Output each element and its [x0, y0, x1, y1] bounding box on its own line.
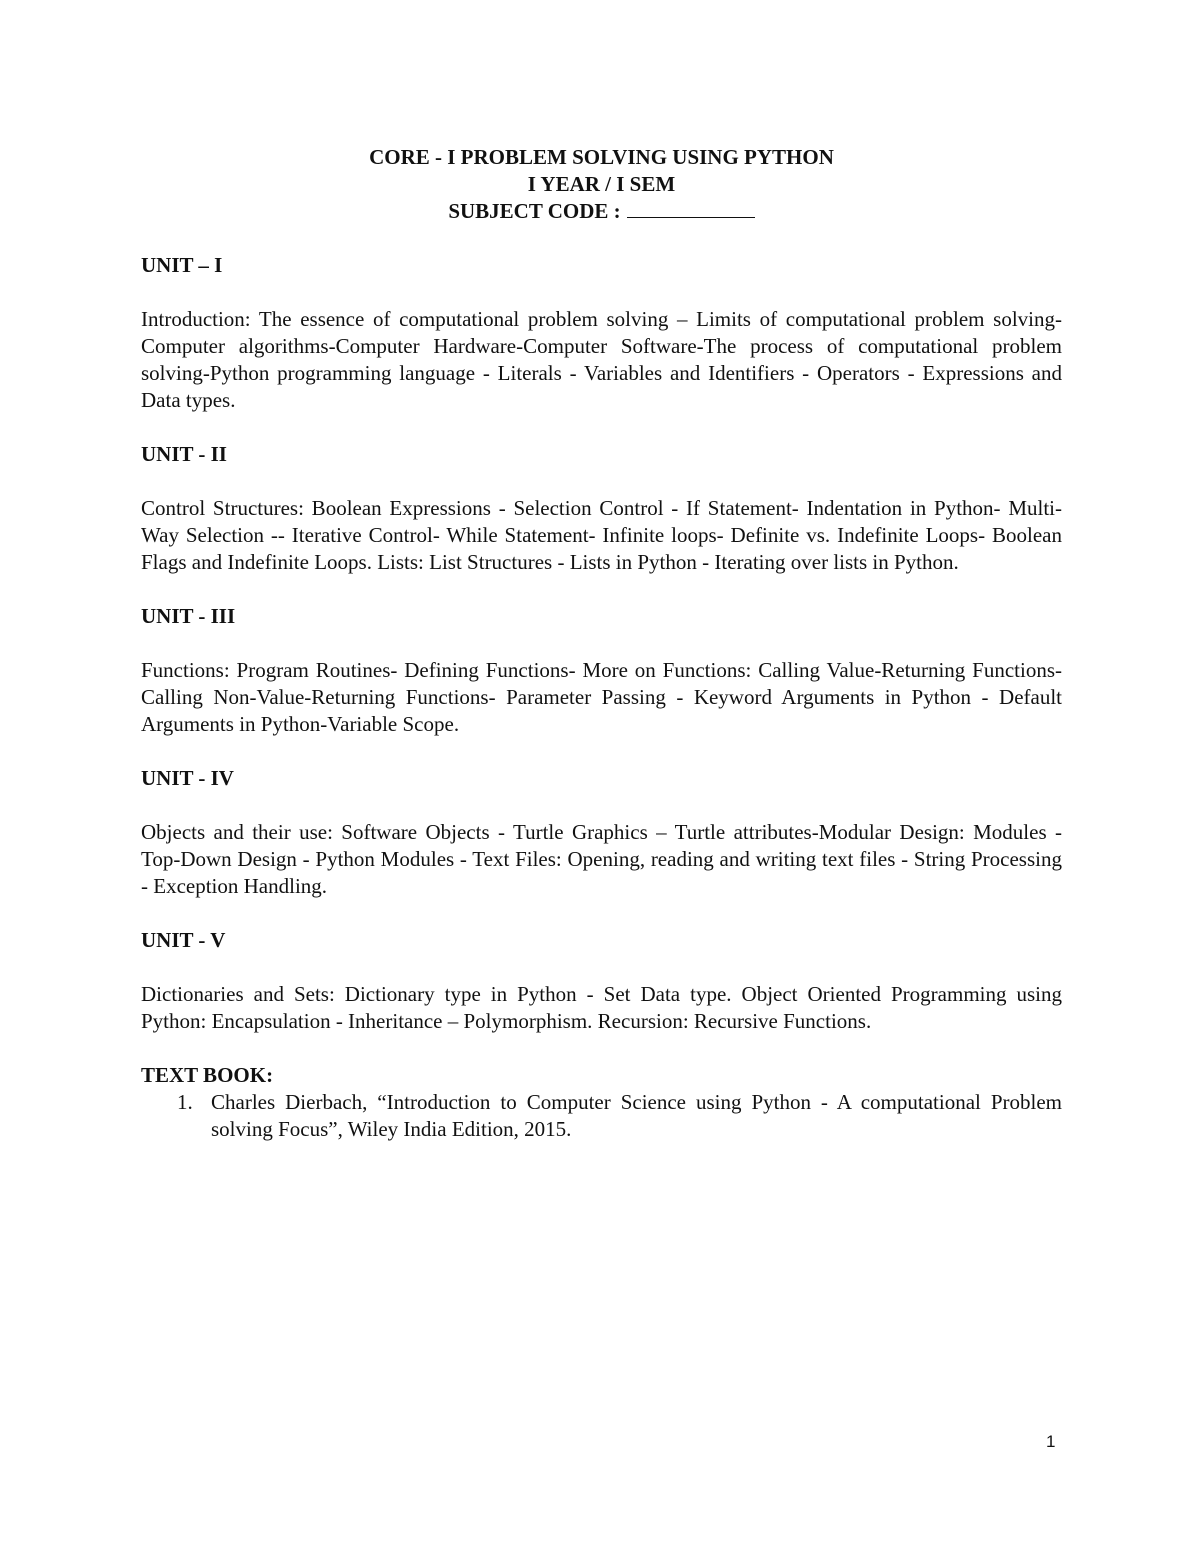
- unit-4: [141, 765, 1062, 900]
- subject-code-label: SUBJECT CODE :: [448, 199, 621, 223]
- textbook-heading: TEXT BOOK:: [141, 1063, 274, 1087]
- syllabus-content: [141, 144, 1062, 1143]
- textbook-item-text: Charles Dierbach, “Introduction to Computer Science using Python - A computational Problem solving Focus”, Wiley India Edition, 2015.: [211, 1090, 1062, 1141]
- unit-heading: UNIT - II: [141, 442, 227, 466]
- page-number: 1: [1046, 1432, 1056, 1451]
- unit-heading: UNIT - V: [141, 928, 226, 952]
- subject-code-line: [141, 198, 1062, 225]
- unit-description: Functions: Program Routines- Defining Functions- More on Functions: Calling Value-Returning Functions- Calling Non-Value-Returning Functions- Parameter Passing - Keyword Arguments in Python - Default Arguments in Python-Variable Scope.: [141, 658, 1062, 736]
- document-header: [141, 144, 1062, 225]
- unit-3: [141, 603, 1062, 738]
- unit-description: Control Structures: Boolean Expressions - Selection Control - If Statement- Indentation in Python- Multi-Way Selection -- Iterative Control- While Statement- Infinite loops- Definite vs. Indefinite Loops- Boolean Flags and Indefinite Loops. Lists: List Structures - Lists in Python - Iterating over lists in Python.: [141, 496, 1062, 574]
- unit-description: Introduction: The essence of computational problem solving – Limits of computational problem solving-Computer algorithms-Computer Hardware-Computer Software-The process of computational problem solving-Python programming language - Literals - Variables and Identifiers - Operators - Expressions and Data types.: [141, 307, 1062, 412]
- unit-1: [141, 252, 1062, 414]
- textbook-item-number: 1.: [177, 1090, 193, 1114]
- textbook-list: [141, 1089, 1062, 1143]
- subject-code-blank: [627, 199, 755, 218]
- unit-5: [141, 927, 1062, 1035]
- course-title: CORE - I PROBLEM SOLVING USING PYTHON: [369, 145, 834, 169]
- textbook-item: [141, 1089, 1062, 1143]
- unit-heading: UNIT - III: [141, 604, 236, 628]
- unit-2: [141, 441, 1062, 576]
- textbook-section: [141, 1062, 1062, 1143]
- unit-heading: UNIT - IV: [141, 766, 234, 790]
- year-semester: I YEAR / I SEM: [527, 172, 676, 196]
- unit-description: Objects and their use: Software Objects - Turtle Graphics – Turtle attributes-Modular Design: Modules - Top-Down Design - Python Modules - Text Files: Opening, reading and writing text files - String Processing - Exception Handling.: [141, 820, 1062, 898]
- unit-heading: UNIT – I: [141, 253, 223, 277]
- unit-description: Dictionaries and Sets: Dictionary type in Python - Set Data type. Object Oriented Programming using Python: Encapsulation - Inheritance – Polymorphism. Recursion: Recursive Functions.: [141, 982, 1062, 1033]
